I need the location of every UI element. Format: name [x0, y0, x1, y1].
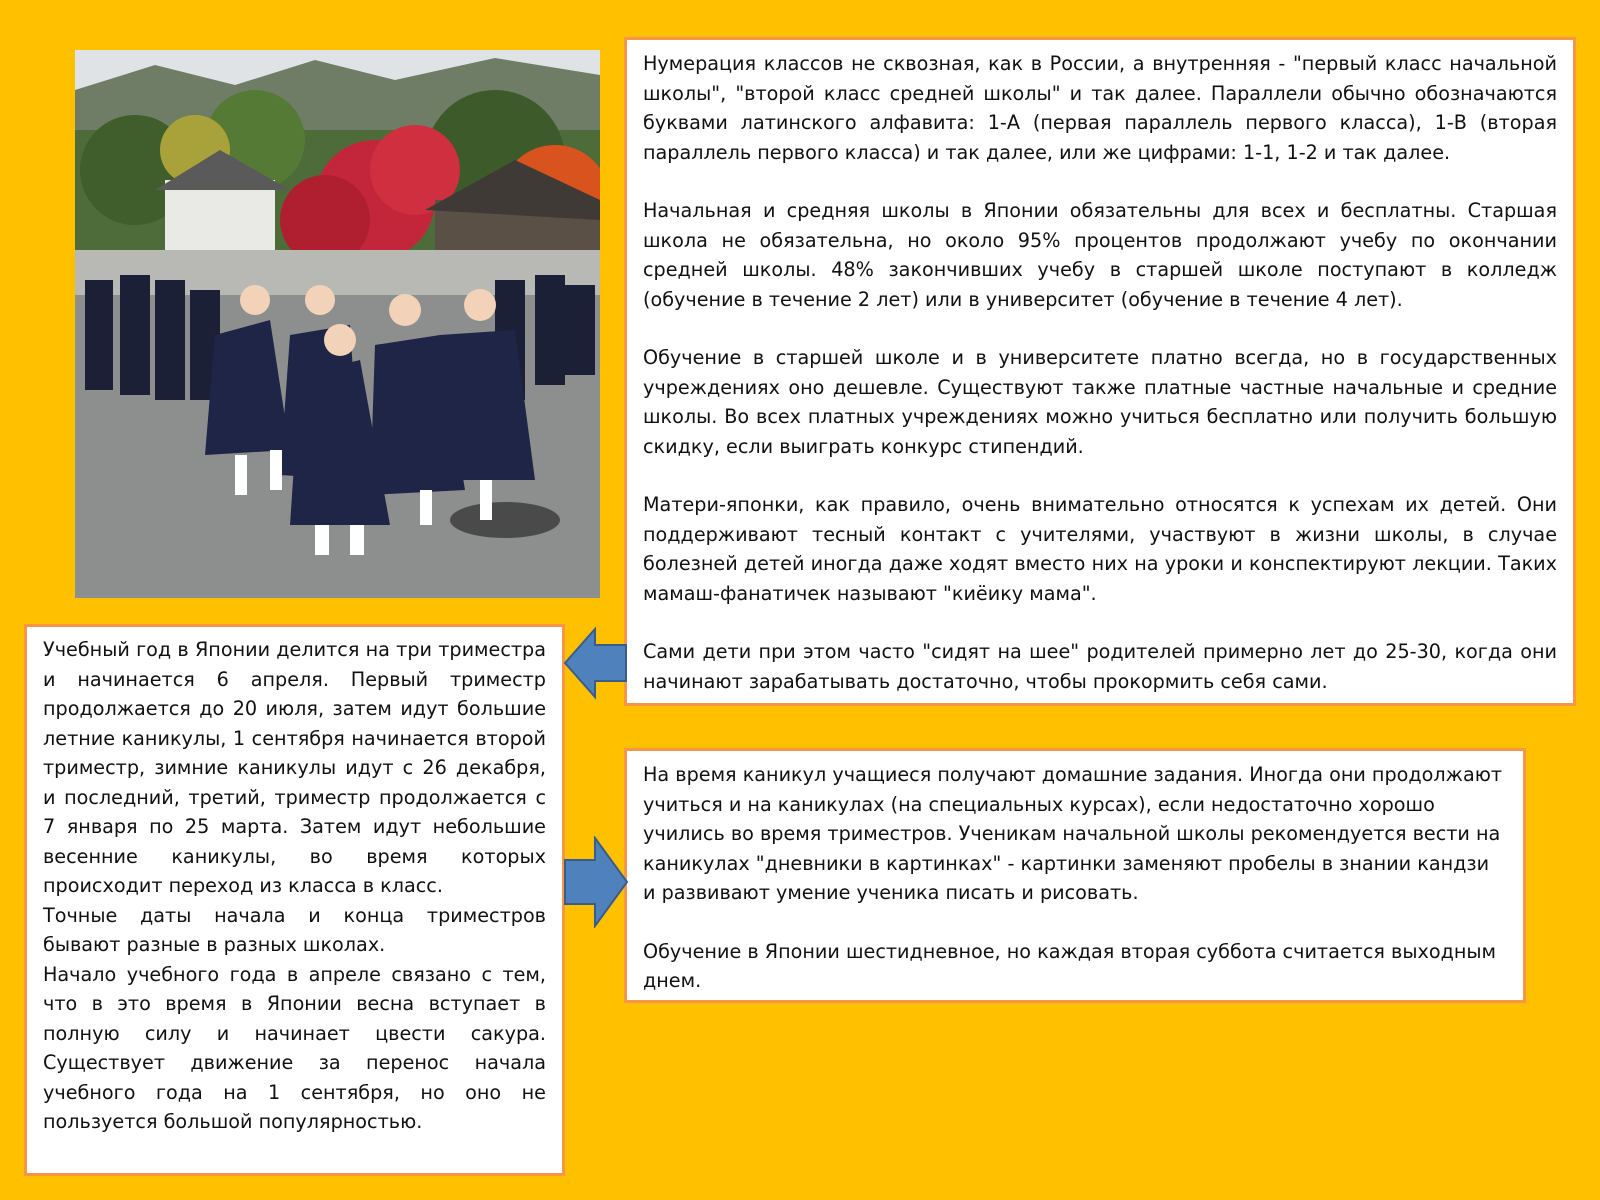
info-box-holidays — [624, 748, 1526, 1003]
paragraph-april-start: Начало учебного года в апреле связано с тем, что в это время в Японии весна вступает в полную силу и начинает цвести сакура. Существует движение за перенос начала учебного года на 1 сентября, но оно не пользуется большой популярностью. — [43, 962, 546, 1133]
arrow-left-icon — [563, 626, 629, 700]
paragraph-six-day-week: Обучение в Японии шестидневное, но каждая вторая суббота считается выходным днем. — [643, 939, 1497, 992]
paragraph-homework: На время каникул учащиеся получают домашние задания. Иногда они продолжают учиться и на каникулах (на специальных курсах), если недостаточно хорошо учились во время триместров. Ученикам начальной школы рекомендуется вести на каникулах "дневники в картинках" - картинки заменяют пробелы в знании кандзи и развивают умение ученика писать и рисовать. — [643, 763, 1503, 904]
paragraph-tuition: Обучение в старшей школе и в университете платно всегда, но в государственных учреждениях оно дешевле. Существуют также платные частные начальные и средние школы. Во всех платных учреждениях можно учиться бесплатно или получить большую скидку, если выиграть конкурс стипендий. — [643, 346, 1557, 458]
paragraph-compulsory-education: Начальная и средняя школы в Японии обязательны для всех и бесплатны. Старшая школа не обязательна, но около 95% процентов продолжают учебу по окончании средней школы. 48% закончивших учебу в старшей школе поступают в колледж (обучение в течение 2 лет) или в университет (обучение в течение 4 лет). — [643, 199, 1557, 311]
info-box-school-year — [24, 624, 565, 1176]
paragraph-trimesters: Учебный год в Японии делится на три триместра и начинается 6 апреля. Первый триместр продолжается до 20 июля, затем идут большие летние каникулы, 1 сентября начинается второй триместр, зимние каникулы идут с 26 декабря, и последний, третий, триместр продолжается с 7 января по 25 марта. Затем идут небольшие весенние каникулы, во время которых происходит переход из класса в класс. — [43, 638, 546, 897]
school-students-photo — [75, 50, 600, 598]
paragraph-dates-vary: Точные даты начала и конца триместров бывают разные в разных школах. — [43, 903, 546, 956]
paragraph-class-numbering: Нумерация классов не сквозная, как в России, а внутренняя - "первый класс начальной школы", "второй класс средней школы" и так далее. Параллели обычно обозначаются буквами латинского алфавита: 1-А (первая параллель первого класса), 1-В (вторая параллель первого класса) и так далее, или же цифрами: 1-1, 1-2 и так далее. — [643, 52, 1557, 164]
paragraph-mothers: Матери-японки, как правило, очень внимательно относятся к успехам их детей. Они поддерживают тесный контакт с учителями, участвуют в жизни школы, в случае болезней детей иногда даже ходят вместо них на уроки и конспектируют лекции. Таких мамаш-фанатичек называют "киёику мама". — [643, 493, 1557, 605]
paragraph-children: Сами дети при этом часто "сидят на шее" родителей примерно лет до 25-30, когда они начинают зарабатывать достаточно, чтобы прокормить себя сами. — [643, 640, 1557, 693]
arrow-right-icon — [563, 836, 629, 928]
info-box-classes — [624, 37, 1576, 706]
